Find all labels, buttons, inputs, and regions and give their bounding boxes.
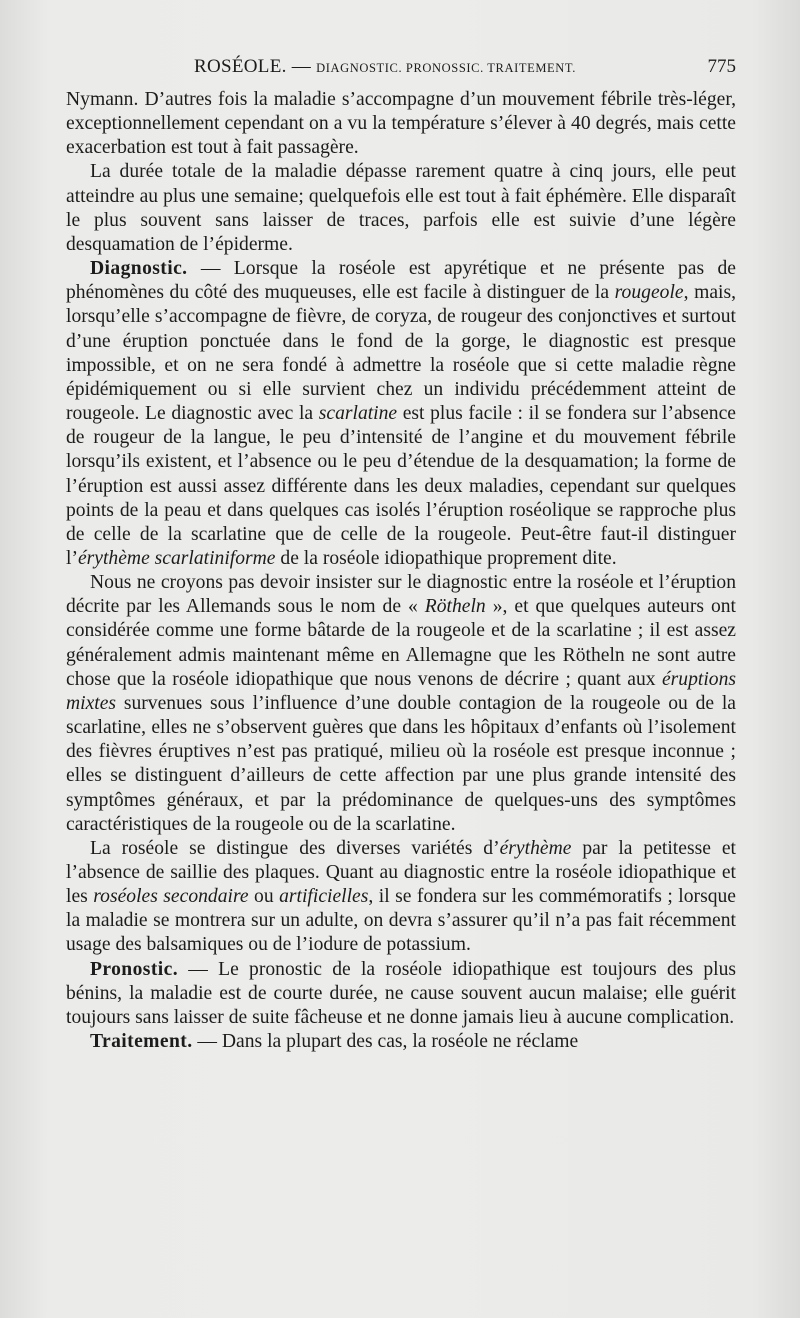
- paragraph-diagnostic: [66, 257, 736, 571]
- italic-term: scarlatine: [318, 403, 398, 425]
- text-run: ou: [248, 886, 280, 908]
- text-run: est plus facile : il se fondera sur l’absence de rougeur de la langue, le peu d’intensité de l’angine et du mouvement fébrile lorsqu’ils existent, et l’absence ou le peu d’étendue de la desquamation; la forme de l’éruption est aussi assez différente dans les deux maladies, cependant sur quelques points de la peau et dans quelques cas isolés l’éruption roséolique se rapproche plus de celle de la scarlatine que de celle de la rougeole. Peut-être faut-il distinguer l’: [66, 403, 736, 569]
- paragraph-erytheme: [66, 837, 736, 958]
- header-title: ROSÉOLE.: [194, 56, 287, 77]
- italic-term: Rötheln: [424, 596, 486, 618]
- italic-term: érythème: [499, 837, 572, 859]
- text-run: , il se fondera sur les commémoratifs ; lorsque la maladie se montrera sur un adulte, on devra s’assurer qu’il n’a pas fait récemment usage des balsamiques ou de l’iodure de potassium.: [66, 886, 736, 956]
- italic-term: éruptions mixtes: [66, 668, 736, 714]
- italic-term: roséoles secondaire: [93, 886, 249, 908]
- paragraph-pronostic: [66, 958, 736, 1030]
- running-header: [66, 56, 736, 82]
- text-run: , mais, lorsqu’elle s’accompagne de fièvre, de coryza, de rougeur des conjonctives et surtout d’une éruption ponctuée dans le fond de la gorge, le diagnostic est presque impossible, et on ne sera fondé à admettre la roséole que si cette maladie règne épidémiquement ou si elle survient chez un individu précédemment atteint de rougeole. Le diagnostic avec la: [66, 282, 736, 425]
- text-run: de la roséole idiopathique proprement dite.: [275, 547, 617, 569]
- paragraph-duree: La durée totale de la maladie dépasse rarement quatre à cinq jours, elle peut atteindre au plus une semaine; quelquefois elle est tout à fait éphémère. Elle disparaît le plus souvent sans laisser de traces, parfois elle est suivie d’une légère desquamation de l’épiderme.: [66, 161, 736, 255]
- section-rubric: Pronostic.: [90, 958, 178, 980]
- body-text: [66, 88, 736, 1054]
- running-title: [194, 56, 576, 78]
- italic-term: rougeole: [614, 282, 684, 304]
- text-run: », et que quelques auteurs ont considérée comme une forme bâtarde de la rougeole et de la scarlatine ; il est assez généralement admis maintenant même en Allemagne que les Rötheln ne sont autre chose que la roséole idiopathique que nous venons de décrire ; quant aux: [66, 596, 736, 690]
- paragraph-traitement: [66, 1030, 736, 1054]
- text-run: survenues sous l’influence d’une double contagion de la rougeole ou de la scarlatine, elles ne s’observent guères que dans les hôpitaux d’enfants où l’isolement des fièvres éruptives n’est pas pratiqué, milieu où la roséole est presque inconnue ; elles se distinguent d’ailleurs de cette affection par une plus grande intensité des symptômes généraux, et par la prédominance de quelques-uns des symptômes caractéristiques de la rougeole ou de la scarlatine.: [66, 692, 736, 835]
- text-run: — Le pronostic de la roséole idiopathique est toujours des plus bénins, la maladie est de courte durée, ne cause souvent aucun malaise; elle guérit toujours sans laisser de suite fâcheuse et ne donne jamais lieu à aucune complication.: [66, 958, 736, 1028]
- section-rubric: Diagnostic.: [90, 258, 188, 280]
- paragraph-rotheln: [66, 571, 736, 837]
- italic-term: artificielles: [279, 886, 369, 908]
- header-dash: —: [286, 56, 317, 77]
- italic-term: érythème scarlatiniforme: [77, 547, 276, 569]
- page-number: 775: [707, 56, 736, 77]
- paragraph-continued: Nymann. D’autres fois la maladie s’accompagne d’un mouvement fébrile très-léger, exceptionnellement cependant on a vu la température s’élever à 40 degrés, mais cette exacerbation est tout à fait passagère.: [66, 89, 736, 159]
- text-run: — Dans la plupart des cas, la roséole ne réclame: [192, 1031, 579, 1053]
- header-subtitle: DIAGNOSTIC. PRONOSSIC. TRAITEMENT.: [316, 61, 576, 75]
- text-run: La roséole se distingue des diverses variétés d’: [90, 837, 500, 859]
- text-run: — Lorsque la roséole est apyrétique et ne présente pas de phénomènes du côté des muqueuses, elle est facile à distinguer de la: [66, 258, 736, 304]
- text-run: par la petitesse et l’absence de saillie des plaques. Quant au diagnostic entre la roséole idiopathique et les: [66, 837, 736, 908]
- text-run: Nous ne croyons pas devoir insister sur le diagnostic entre la roséole et l’éruption décrite par les Allemands sous le nom de «: [66, 572, 736, 618]
- section-rubric: Traitement.: [90, 1031, 193, 1053]
